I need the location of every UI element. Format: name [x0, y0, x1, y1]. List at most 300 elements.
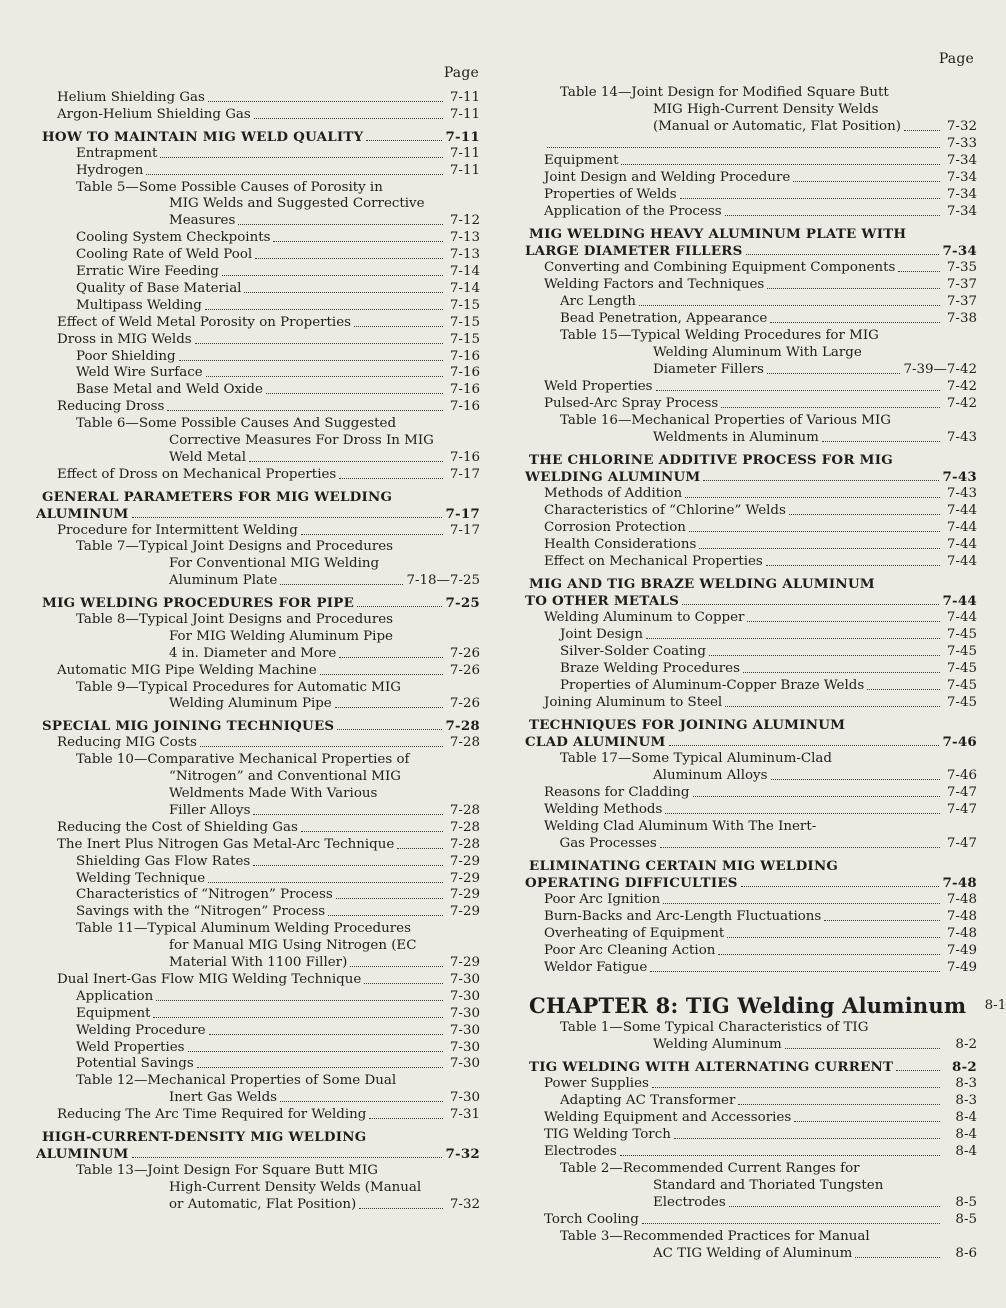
toc-entry-title: Methods of Addition — [544, 486, 683, 501]
toc-entry-title: Welding Clad Aluminum With The Inert- — [544, 819, 817, 834]
page-number: 7-30 — [449, 971, 480, 987]
toc-entry-title: Argon-Helium Shielding Gas — [57, 106, 251, 122]
page-number: 8-4 — [955, 1144, 977, 1159]
page-number: 7-14 — [449, 264, 480, 279]
toc-entry-line — [36, 163, 480, 179]
toc-entry-line — [525, 926, 977, 942]
page-number: 7-17 — [449, 522, 480, 538]
toc-entry-line — [525, 486, 977, 502]
toc-entry-title: GENERAL PARAMETERS FOR MIG WELDING — [42, 488, 393, 505]
toc-entry-title: Table 15—Typical Welding Procedures for MIG — [560, 328, 879, 343]
toc-entry-line — [36, 1006, 480, 1022]
page-number: 7-49 — [946, 943, 977, 958]
dot-leader — [721, 407, 940, 408]
dot-leader — [280, 584, 403, 585]
toc-entry-title: Equipment — [544, 153, 619, 168]
page-number: 7-16 — [449, 399, 480, 415]
toc-entry-title: Table 12—Mechanical Properties of Some Dual — [76, 1073, 397, 1089]
toc-entry-line — [36, 972, 480, 988]
toc-entry-title: Material With 1100 Filler) — [169, 954, 348, 970]
toc-entry-title: TECHNIQUES FOR JOINING ALUMINUM — [529, 717, 846, 733]
page-number: 8-4 — [955, 1110, 977, 1125]
toc-entry-line — [525, 469, 977, 485]
toc-entry-title: Table 2—Recommended Current Ranges for — [560, 1161, 860, 1176]
toc-entry-line — [36, 416, 480, 432]
toc-entry-line — [36, 506, 480, 522]
toc-entry-title: Welding Aluminum — [653, 1037, 782, 1052]
dot-leader — [693, 796, 941, 797]
toc-entry-line — [36, 349, 480, 365]
toc-entry-title: Reasons for Cladding — [544, 785, 690, 800]
page-number: 7-46 — [946, 768, 977, 783]
dot-leader — [335, 707, 443, 708]
page-number: 7-44 — [942, 593, 977, 609]
dot-leader — [767, 288, 940, 289]
dot-leader — [350, 966, 443, 967]
toc-entry-title: Table 16—Mechanical Properties of Various MIG — [560, 413, 891, 428]
toc-entry-title: Effect of Dross on Mechanical Properties — [57, 466, 337, 482]
toc-entry-line — [525, 717, 977, 733]
dot-leader — [195, 343, 443, 344]
dot-leader — [898, 271, 940, 272]
toc-entry-line — [36, 556, 480, 572]
toc-entry-line — [36, 1090, 480, 1106]
page-number: 7-47 — [946, 785, 977, 800]
dot-leader — [253, 814, 443, 815]
toc-entry-line — [36, 595, 480, 611]
toc-entry-line — [36, 399, 480, 415]
toc-entry-title: Equipment — [76, 1005, 151, 1021]
toc-entry-title: Poor Shielding — [76, 348, 176, 364]
toc-entry-line — [525, 734, 977, 750]
toc-entry-title: Corrective Measures For Dross In MIG — [169, 432, 434, 448]
dot-leader — [205, 309, 443, 310]
toc-entry-line — [36, 1023, 480, 1039]
page-number: 7-29 — [449, 887, 480, 903]
toc-entry-title: Joining Aluminum to Steel — [544, 695, 723, 710]
toc-entry-line — [525, 802, 977, 818]
page-number: 7-37 — [946, 294, 977, 309]
dot-leader — [209, 1034, 443, 1035]
toc-entry-line — [525, 294, 977, 310]
page-column-label: Page — [443, 65, 479, 81]
toc-entry-title: Joint Design — [560, 627, 643, 642]
toc-entry-title: Automatic MIG Pipe Welding Machine — [57, 662, 317, 678]
dot-leader — [366, 140, 442, 141]
page-column-label: Page — [938, 51, 974, 67]
toc-entry-title: MIG WELDING PROCEDURES FOR PIPE — [42, 595, 355, 612]
dot-leader — [253, 865, 443, 866]
toc-entry-title: Multipass Welding — [76, 297, 202, 313]
page-number: 7-44 — [946, 537, 977, 552]
toc-entry-title: Effect of Weld Metal Porosity on Properties — [57, 314, 351, 330]
toc-entry-line — [525, 993, 1006, 1019]
toc-entry-title: Table 1—Some Typical Characteristics of TIG — [560, 1020, 869, 1035]
toc-entry-line — [36, 646, 480, 662]
page-number: 7-13 — [449, 230, 480, 246]
page-number: 7-44 — [946, 503, 977, 518]
dot-leader — [328, 915, 443, 916]
page-number: 7-34 — [946, 170, 977, 185]
toc-entry-title: Quality of Base Material — [76, 280, 242, 296]
dot-leader — [156, 1000, 443, 1001]
toc-entry-title: MIG Welds and Suggested Corrective — [169, 196, 425, 212]
toc-entry-title: Poor Arc Cleaning Action — [544, 943, 716, 958]
toc-entry-title: Potential Savings — [76, 1056, 194, 1072]
page-number: 7-26 — [449, 645, 480, 661]
toc-entry-line — [525, 751, 977, 767]
toc-entry-line — [36, 1163, 480, 1179]
toc-entry-title: Dual Inert-Gas Flow MIG Welding Technique — [57, 971, 362, 987]
toc-entry-title: Gas Processes — [559, 836, 657, 851]
toc-entry-line — [36, 769, 480, 785]
toc-entry-title: Reducing The Arc Time Required for Welding — [57, 1107, 367, 1123]
dot-leader — [652, 1087, 940, 1088]
toc-entry-title: SPECIAL MIG JOINING TECHNIQUES — [42, 718, 335, 735]
dot-leader — [254, 118, 443, 119]
dot-leader — [301, 831, 443, 832]
toc-entry-title: Characteristics of “Chlorine” Welds — [544, 503, 786, 518]
toc-entry-title: Table 17—Some Typical Aluminum-Clad — [560, 751, 832, 766]
dot-leader — [770, 322, 940, 323]
toc-entry-line — [525, 226, 977, 242]
dot-leader — [244, 292, 443, 293]
toc-entry-title: Weld Metal — [169, 449, 246, 465]
toc-entry-line — [525, 396, 977, 412]
toc-entry-line — [36, 450, 480, 466]
toc-entry-title: Welding Methods — [544, 802, 663, 817]
toc-entry-title: OPERATING DIFFICULTIES — [525, 875, 738, 891]
dot-leader — [729, 1206, 940, 1207]
toc-entry-line — [36, 90, 480, 106]
dot-leader — [663, 903, 940, 904]
page-number: 7-47 — [946, 802, 977, 817]
toc-entry-title: Power Supplies — [544, 1076, 649, 1091]
toc-entry-title: Measures — [169, 213, 236, 229]
toc-entry-line — [525, 678, 977, 694]
toc-entry-line — [525, 153, 977, 169]
dot-leader — [354, 326, 443, 327]
page-number: 7-34 — [946, 204, 977, 219]
toc-entry-title: Table 3—Recommended Practices for Manual — [560, 1229, 870, 1244]
toc-entry-title: TIG WELDING WITH ALTERNATING CURRENT — [529, 1059, 894, 1075]
toc-entry-title: Welding Aluminum Pipe — [169, 696, 332, 712]
dot-leader — [208, 882, 443, 883]
toc-entry-title: Procedure for Intermittent Welding — [57, 522, 298, 538]
toc-entry-line — [525, 260, 977, 276]
page-number: 7-29 — [449, 870, 480, 886]
toc-entry-title: Silver-Solder Coating — [560, 644, 706, 659]
toc-entry-title: Cooling Rate of Weld Pool — [76, 247, 253, 263]
dot-leader — [669, 745, 940, 746]
dot-leader — [397, 848, 443, 849]
dot-leader — [132, 517, 443, 518]
toc-entry-title: Electrodes — [653, 1195, 726, 1210]
page-number: 7-48 — [946, 892, 977, 907]
page-number: 7-17 — [449, 466, 480, 482]
toc-entry-title: Table 8—Typical Joint Designs and Procedures — [76, 612, 394, 627]
page-number: 7-16 — [449, 365, 480, 381]
dot-leader — [273, 241, 443, 242]
page-number: 7-29 — [449, 904, 480, 920]
toc-entry-title: Bead Penetration, Appearance — [560, 311, 768, 326]
page-number: 7-45 — [946, 695, 977, 710]
toc-entry-line — [36, 382, 480, 398]
page-number: 7-11 — [449, 162, 480, 178]
toc-entry-line — [525, 593, 977, 609]
toc-entry-line — [36, 1129, 480, 1145]
toc-entry-title: Shielding Gas Flow Rates — [76, 853, 251, 869]
toc-entry-title: Torch Cooling — [544, 1212, 639, 1227]
toc-entry-line — [36, 107, 480, 123]
dot-leader — [206, 376, 443, 377]
dot-leader — [320, 674, 443, 675]
dot-leader — [855, 1257, 940, 1258]
toc-entry-line — [36, 573, 480, 589]
dot-leader — [620, 1155, 940, 1156]
dot-leader — [682, 604, 939, 605]
toc-entry-line — [36, 612, 480, 628]
toc-entry-line — [525, 1059, 977, 1075]
toc-entry-title: MIG AND TIG BRAZE WELDING ALUMINUM — [529, 576, 875, 592]
toc-entry-title: Joint Design and Welding Procedure — [544, 170, 791, 185]
page-number: 7-48 — [946, 909, 977, 924]
toc-entry-title: Table 11—Typical Aluminum Welding Procedures — [76, 921, 411, 937]
toc-entry-line — [36, 955, 480, 971]
toc-entry-line — [36, 180, 480, 196]
dot-leader — [824, 920, 940, 921]
toc-entry-line — [525, 785, 977, 801]
dot-leader — [238, 224, 443, 225]
toc-entry-title: Corrosion Protection — [544, 520, 686, 535]
dot-leader — [789, 514, 940, 515]
toc-entry-title: ALUMINUM — [36, 505, 129, 522]
page-number: 7-16 — [449, 382, 480, 398]
dot-leader — [680, 198, 940, 199]
dot-leader — [656, 390, 940, 391]
dot-leader — [665, 813, 940, 814]
toc-entry-line — [525, 102, 977, 118]
page-number: 7-13 — [449, 247, 480, 263]
page-number: 7-11 — [449, 145, 480, 161]
dot-leader — [146, 174, 443, 175]
dot-leader — [699, 548, 940, 549]
toc-entry-title: Welding Aluminum With Large — [653, 345, 862, 360]
toc-entry-title: Helium Shielding Gas — [57, 90, 205, 105]
page-number: 8-5 — [955, 1195, 977, 1210]
toc-entry-line — [525, 875, 977, 891]
toc-entry-title: Characteristics of “Nitrogen” Process — [76, 887, 333, 903]
toc-entry-line — [36, 629, 480, 645]
page-number: 7-34 — [942, 243, 977, 259]
toc-entry-line — [36, 196, 480, 212]
dot-leader — [747, 621, 940, 622]
page-number: 7-14 — [449, 280, 480, 296]
page-number: 8-1 — [984, 998, 1006, 1013]
dot-leader — [621, 164, 940, 165]
page-number: 7-43 — [942, 469, 977, 485]
dot-leader — [642, 1223, 940, 1224]
toc-entry-line — [36, 489, 480, 505]
toc-entry-title: Standard and Thoriated Tungsten — [653, 1178, 884, 1193]
toc-entry-title: Erratic Wire Feeding — [76, 264, 219, 279]
toc-entry-line — [36, 467, 480, 483]
toc-entry-title: Braze Welding Procedures — [560, 661, 740, 676]
toc-entry-title: For MIG Welding Aluminum Pipe — [169, 628, 393, 644]
toc-entry-line — [525, 520, 977, 536]
toc-entry-title: (Manual or Automatic, Flat Position) — [653, 119, 901, 134]
toc-entry-title: Cooling System Checkpoints — [76, 230, 271, 246]
page-number: 7-11 — [449, 90, 480, 105]
toc-entry-line — [36, 854, 480, 870]
page-number: 7-43 — [946, 486, 977, 501]
page-number: 7-44 — [946, 520, 977, 535]
toc-entry-line — [525, 661, 977, 677]
dot-leader — [301, 534, 443, 535]
toc-entry-title: Table 10—Comparative Mechanical Properties of — [76, 752, 410, 768]
toc-entry-title: Diameter Fillers — [653, 362, 764, 377]
page-number: 7-47 — [946, 836, 977, 851]
toc-entry-title: Weld Properties — [76, 1039, 185, 1055]
page-number: 7-16 — [449, 449, 480, 465]
toc-entry-title: CHAPTER 8: TIG Welding Aluminum — [529, 993, 967, 1018]
dot-leader — [160, 157, 443, 158]
page-number: 7-25 — [445, 595, 480, 612]
toc-entry-line — [525, 1037, 977, 1053]
toc-entry-line — [525, 187, 977, 203]
page-number: 8-4 — [955, 1127, 977, 1142]
toc-entry-line — [525, 909, 977, 925]
dot-leader — [197, 1067, 443, 1068]
toc-entry-line — [36, 938, 480, 954]
toc-entry-title: Weld Wire Surface — [76, 365, 203, 381]
toc-entry-line — [525, 537, 977, 553]
toc-entry-title: Poor Arc Ignition — [544, 892, 661, 907]
page-number: 7-45 — [946, 661, 977, 676]
page-number: 7-44 — [946, 554, 977, 569]
page-number: 7-43 — [946, 430, 977, 445]
toc-entry-title: Welding Technique — [76, 870, 206, 886]
page-number: 7-34 — [946, 153, 977, 168]
page-number: 8-3 — [955, 1093, 977, 1108]
toc-entry-line — [525, 610, 977, 626]
toc-entry-line — [36, 663, 480, 679]
toc-entry-title: Application — [76, 988, 154, 1004]
dot-leader — [200, 746, 443, 747]
toc-entry-line — [525, 243, 977, 259]
toc-entry-line — [525, 311, 977, 327]
toc-entry-line — [525, 119, 977, 135]
toc-entry-title: Base Metal and Weld Oxide — [76, 382, 263, 398]
page-number: 8-6 — [955, 1246, 977, 1261]
page-number: 7-28 — [449, 802, 480, 818]
toc-entry-title: Reducing MIG Costs — [57, 735, 197, 751]
page-number: 7-28 — [445, 718, 480, 735]
toc-entry-line — [525, 85, 977, 101]
toc-entry-line — [36, 315, 480, 331]
dot-leader — [167, 410, 443, 411]
toc-entry-line — [36, 365, 480, 381]
toc-entry-line — [36, 1073, 480, 1089]
toc-entry-title: Savings with the “Nitrogen” Process — [76, 904, 326, 920]
dot-leader — [703, 480, 939, 481]
toc-entry-title: The Inert Plus Nitrogen Gas Metal-Arc Technique — [57, 836, 395, 852]
toc-entry-line — [36, 921, 480, 937]
dot-leader — [266, 393, 443, 394]
toc-entry-line — [36, 904, 480, 920]
page-number: 7-15 — [449, 314, 480, 330]
toc-entry-title: Application of the Process — [544, 204, 722, 219]
toc-entry-title: Welding Factors and Techniques — [544, 277, 765, 292]
page-number: 8-3 — [955, 1076, 977, 1091]
toc-entry-line — [525, 819, 977, 835]
dot-leader — [179, 360, 443, 361]
toc-entry-title: Properties of Aluminum-Copper Braze Welds — [560, 678, 865, 693]
toc-entry-line — [36, 247, 480, 263]
dot-leader — [547, 147, 940, 148]
dot-leader — [743, 672, 940, 673]
toc-entry-title: CLAD ALUMINUM — [525, 734, 666, 750]
dot-leader — [364, 983, 443, 984]
page-number: 7-30 — [449, 988, 480, 1004]
toc-entry-line — [36, 146, 480, 162]
toc-entry-title: Table 7—Typical Joint Designs and Procedures — [76, 539, 394, 555]
dot-leader — [727, 937, 940, 938]
toc-entry-title: Weldor Fatigue — [544, 960, 648, 975]
toc-entry-line — [525, 644, 977, 660]
toc-entry-line — [525, 1110, 977, 1126]
toc-entry-line — [525, 554, 977, 570]
page-number: 7-30 — [449, 1022, 480, 1038]
toc-entry-title: “Nitrogen” and Conventional MIG — [169, 769, 401, 785]
toc-entry-line — [36, 433, 480, 449]
page-number: 7-44 — [946, 610, 977, 625]
toc-entry-title: Burn-Backs and Arc-Length Fluctuations — [544, 909, 822, 924]
toc-entry-title: For Conventional MIG Welding — [169, 556, 380, 572]
toc-entry-title: Arc Length — [560, 294, 636, 309]
dot-leader — [767, 373, 901, 374]
page-number: 7-11 — [445, 128, 480, 145]
dot-leader — [650, 971, 940, 972]
page-number: 7-30 — [449, 1039, 480, 1055]
toc-entry-line — [36, 281, 480, 297]
toc-entry-title: Pulsed-Arc Spray Process — [544, 396, 719, 411]
dot-leader — [725, 215, 940, 216]
dot-leader — [359, 1208, 443, 1209]
dot-leader — [709, 655, 940, 656]
toc-entry-title: Converting and Combining Equipment Components — [544, 260, 896, 275]
toc-entry-line — [525, 170, 977, 186]
page-number: 7-29 — [449, 954, 480, 970]
page-number: 7-48 — [946, 926, 977, 941]
page-number: 7-29 — [449, 853, 480, 869]
toc-entry-line — [36, 1180, 480, 1196]
dot-leader — [766, 565, 940, 566]
dot-leader — [336, 898, 443, 899]
toc-entry-title: Weldments in Aluminum — [653, 430, 819, 445]
toc-entry-line — [36, 837, 480, 853]
toc-entry-title: Adapting AC Transformer — [560, 1093, 736, 1108]
toc-entry-title: Welding Aluminum to Copper — [544, 610, 745, 625]
toc-entry-line — [525, 204, 977, 220]
page-number: 8-2 — [952, 1059, 977, 1075]
toc-entry-title: MIG High-Current Density Welds — [653, 102, 879, 117]
dot-leader — [153, 1017, 443, 1018]
page-number: 7-15 — [449, 297, 480, 313]
toc-entry-line — [525, 379, 977, 395]
dot-leader — [280, 1101, 443, 1102]
page-number: 7-16 — [449, 348, 480, 364]
